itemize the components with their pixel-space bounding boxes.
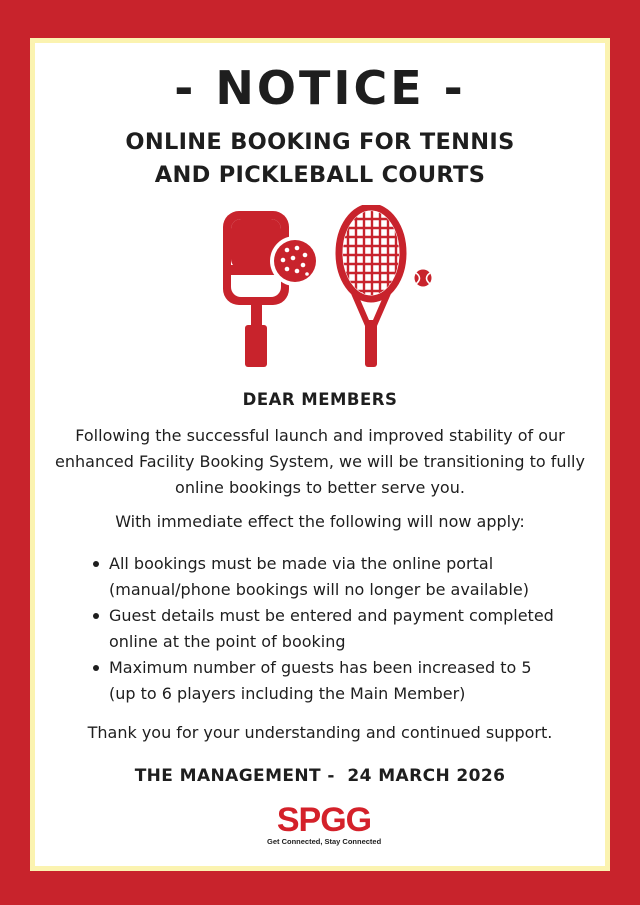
notice-card <box>30 38 610 871</box>
list-item-line-1: Maximum number of guests has been increased to 5 <box>109 658 532 677</box>
pickleball-ball-icon <box>270 236 320 286</box>
subtitle-line-1: ONLINE BOOKING FOR TENNIS <box>125 129 515 155</box>
logo-tagline: Get Connected, Stay Connected <box>267 837 382 846</box>
sports-illustration <box>211 205 441 371</box>
notice-subtitle <box>35 126 605 192</box>
thanks-note: Thank you for your understanding and continued support. <box>87 723 553 742</box>
list-item-line-2: (up to 6 players including the Main Member) <box>109 684 466 703</box>
notice-title: - NOTICE - <box>174 61 466 115</box>
list-item-line-1: All bookings must be made via the online portal <box>109 554 494 573</box>
notice-content <box>35 43 605 866</box>
list-item <box>91 551 591 603</box>
list-item-line-2: (manual/phone bookings will no longer be available) <box>109 580 529 599</box>
list-item-line-1: Guest details must be entered and payment completed <box>109 606 554 625</box>
intro-paragraph: Following the successful launch and improved stability of our enhanced Facility Booking System, we will be transitioning to fully online bookings to better serve you. <box>55 426 585 497</box>
effect-statement: With immediate effect the following will now apply: <box>115 512 525 531</box>
list-item <box>91 603 591 655</box>
tennis-ball-icon <box>415 270 432 287</box>
greeting: DEAR MEMBERS <box>242 390 398 409</box>
list-item-line-2: online at the point of booking <box>109 632 346 651</box>
rules-list <box>91 551 591 707</box>
tennis-racket-icon <box>331 205 411 367</box>
spgg-logo <box>267 803 381 846</box>
logo-mark: SPGG <box>276 801 372 839</box>
signoff: THE MANAGEMENT - 24 MARCH 2026 <box>134 766 506 786</box>
pickleball-paddle-icon <box>223 211 289 367</box>
subtitle-line-2: AND PICKLEBALL COURTS <box>154 162 486 188</box>
list-item <box>91 655 591 707</box>
